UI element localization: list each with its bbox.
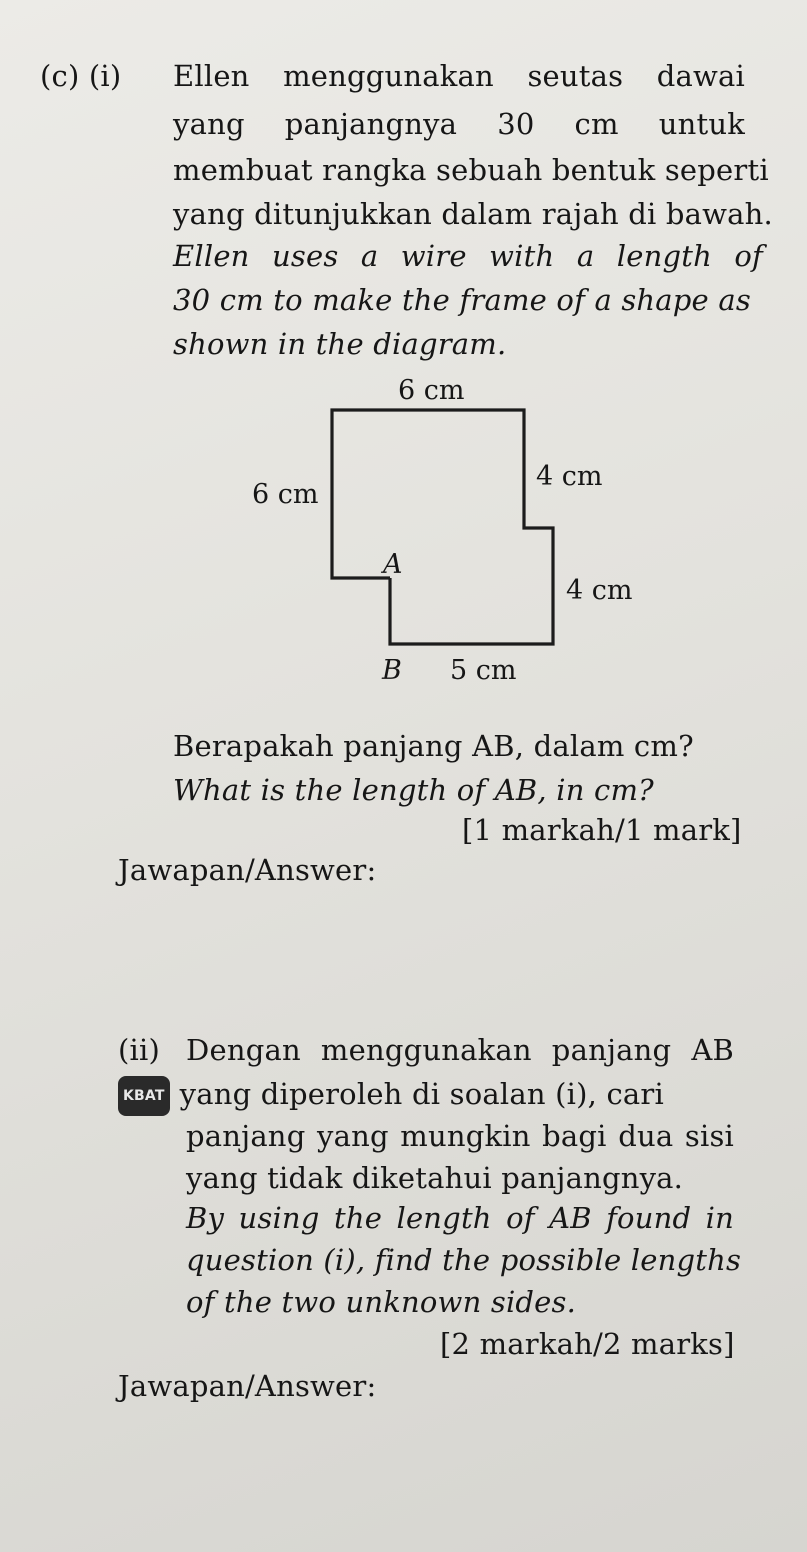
part-ii-english-line-3: of the two unknown sides. <box>186 1285 577 1319</box>
wire-frame-shape <box>332 410 553 644</box>
part-ii-marks: [2 markah/2 marks] <box>440 1327 735 1361</box>
part-i-english-question: What is the length of AB, in cm? <box>173 773 654 807</box>
word: Ellen <box>173 59 250 93</box>
part-ii-english-line-2: question (i), find the possible lengths <box>186 1243 742 1277</box>
part-ii-malay-line-2-row <box>118 1076 736 1116</box>
point-a-label: A <box>383 549 403 580</box>
kbat-badge: KBAT <box>118 1076 170 1116</box>
question-malay-line-3: membuat rangka sebuah bentuk seperti <box>173 153 769 187</box>
part-ii-answer-label: Jawapan/Answer: <box>118 1369 377 1403</box>
part-ii-english-line-1: By using the length of AB found in <box>186 1201 734 1235</box>
question-english-line-1: Ellen uses a wire with a length of <box>173 239 763 273</box>
word: seutas <box>527 59 624 93</box>
label-right-upper-4cm: 4 cm <box>536 461 603 492</box>
question-prefix: (c) (i) <box>40 59 122 93</box>
question-malay-line-4: yang ditunjukkan dalam rajah di bawah. <box>173 197 773 231</box>
part-ii-malay-line-3: panjang yang mungkin bagi dua sisi <box>186 1119 734 1153</box>
label-left-6cm: 6 cm <box>252 479 319 510</box>
part-i-malay-question: Berapakah panjang AB, dalam cm? <box>173 729 694 763</box>
question-malay-line-2: yang panjangnya 30 cm untuk <box>173 107 745 141</box>
part-ii-prefix: (ii) <box>118 1033 160 1067</box>
part-i-answer-label: Jawapan/Answer: <box>118 853 377 887</box>
label-right-lower-4cm: 4 cm <box>566 575 633 606</box>
part-ii-malay-line-2: yang diperoleh di soalan (i), cari <box>179 1077 664 1111</box>
question-english-line-2: 30 cm to make the frame of a shape as <box>173 283 751 317</box>
word: dawai <box>656 59 745 93</box>
part-ii-malay-line-1: Dengan menggunakan panjang AB <box>186 1033 734 1067</box>
label-top-6cm: 6 cm <box>398 375 465 406</box>
point-b-label: B <box>382 655 402 686</box>
label-bottom-5cm: 5 cm <box>450 655 517 686</box>
word: menggunakan <box>283 59 494 93</box>
part-ii-malay-line-4: yang tidak diketahui panjangnya. <box>186 1161 684 1195</box>
part-i-marks: [1 markah/1 mark] <box>462 813 742 847</box>
question-english-line-3: shown in the diagram. <box>173 327 507 361</box>
